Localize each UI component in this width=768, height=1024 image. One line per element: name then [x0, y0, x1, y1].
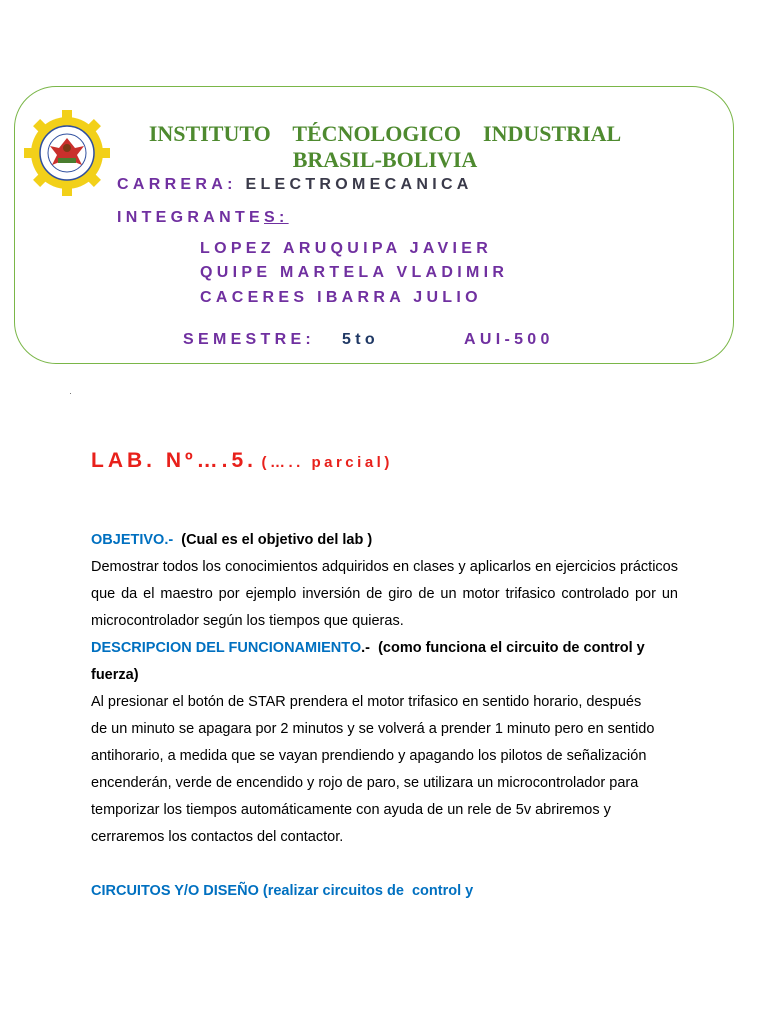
- description-line: antihorario, a medida que se vayan prendiendo y apagando los pilotos de señalización: [91, 748, 647, 764]
- description-line: temporizar los tiempos automáticamente con ayuda de un rele de 5v abriremos y: [91, 802, 611, 818]
- institution-name-line2: BRASIL-BOLIVIA: [292, 147, 478, 172]
- institute-logo: [22, 108, 112, 198]
- description-line: Al presionar el botón de STAR prendera el motor trifasico en sentido horario, después: [91, 694, 642, 710]
- page-dot-mark: [70, 393, 71, 394]
- objective-note: (Cual es el objetivo del lab ): [181, 532, 373, 548]
- semester-value: 5to: [342, 331, 379, 348]
- description-line: encenderán, verde de encendido y rojo de paro, se utilizara un microcontrolador para: [91, 775, 639, 791]
- lab-content: [91, 527, 678, 905]
- description-body: [91, 689, 678, 851]
- lab-title-sub: (….. parcial): [261, 454, 393, 471]
- lab-title-main: LAB. Nº….5.: [91, 449, 258, 472]
- members-label-underlined: S:: [264, 209, 289, 226]
- description-heading-row: [91, 635, 678, 689]
- circuits-heading: CIRCUITOS Y/O DISEÑO (realizar circuitos de control y: [91, 883, 474, 899]
- member-name: CACERES IBARRA JULIO: [200, 289, 482, 306]
- description-line: de un minuto se apagara por 2 minutos y se volverá a prender 1 minuto pero en sentido: [91, 721, 655, 737]
- course-code: AUI-500: [464, 331, 554, 348]
- semester-label: SEMESTRE:: [183, 331, 316, 348]
- member-name: QUIPE MARTELA VLADIMIR: [200, 264, 509, 281]
- members-label-main: INTEGRANTE: [117, 209, 264, 226]
- members-label: [117, 209, 289, 227]
- career-label: CARRERA:: [117, 176, 237, 193]
- objective-body: Demostrar todos los conocimientos adquiridos en clases y aplicarlos en ejercicios prácticos que da el maestro por ejemplo inversión de giro de un motor trifasico controlado por un microcontrolador según los tiempos que quieras.: [91, 559, 678, 629]
- description-heading-suffix: .-: [361, 640, 371, 656]
- member-name: LOPEZ ARUQUIPA JAVIER: [200, 240, 493, 257]
- objective-heading-row: [91, 527, 678, 554]
- description-line: cerraremos los contactos del contactor.: [91, 829, 344, 845]
- description-note: (como funciona el circuito de control y fuerza): [91, 640, 645, 683]
- lab-title: [91, 449, 393, 473]
- career-value: ELECTROMECANICA: [245, 176, 473, 193]
- institution-name-line1: INSTITUTO TÉCNOLOGICO INDUSTRIAL: [148, 121, 622, 146]
- description-heading: DESCRIPCION DEL FUNCIONAMIENTO: [91, 640, 362, 656]
- institution-name: [120, 121, 650, 173]
- career-row: [117, 176, 473, 194]
- objective-heading: OBJETIVO.-: [91, 532, 174, 548]
